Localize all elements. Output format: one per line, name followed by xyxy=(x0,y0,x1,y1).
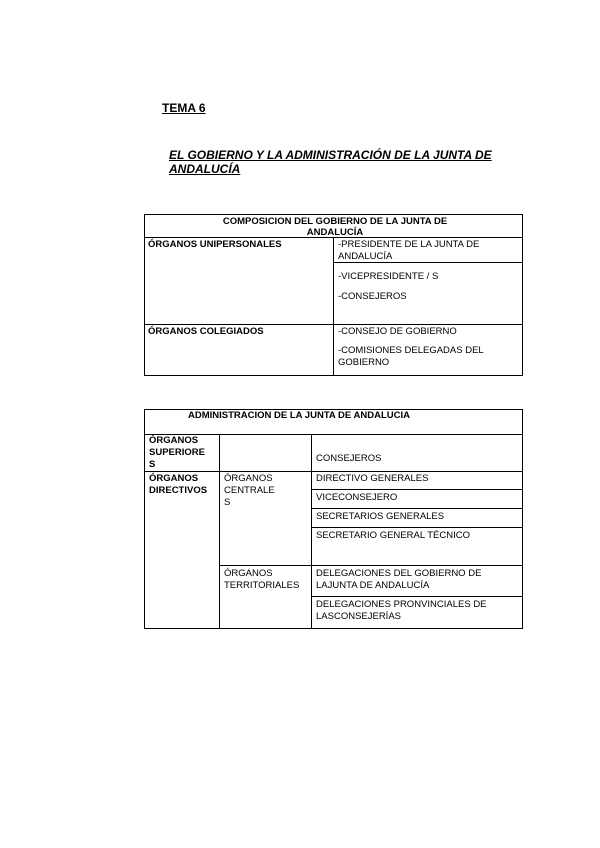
table1-row1-item: -VICEPRESIDENTE / S xyxy=(338,271,439,282)
table1-header: COMPOSICION DEL GOBIERNO DE LA JUNTA DE ANDALUCÍA xyxy=(222,216,448,238)
table1-row1-item: -CONSEJEROS xyxy=(338,291,407,302)
table1-row2-item: -CONSEJO DE GOBIERNO xyxy=(338,326,457,337)
table2-centrales-label: ÓRGANOS CENTRALES xyxy=(224,473,275,508)
table2-centrales-item: SECRETARIO GENERAL TÉCNICO xyxy=(316,530,470,541)
table2-centrales-item: SECRETARIOS GENERALES xyxy=(316,511,445,522)
table1-row1-item: -PRESIDENTE DE LA JUNTA DE ANDALUCÍA xyxy=(338,239,480,262)
table2-territoriales-item: DELEGACIONES DEL GOBIERNO DE LAJUNTA DE ANDALUCÍA xyxy=(316,568,482,591)
heading: TEMA 6 xyxy=(162,101,206,115)
table2-territoriales-label: ÓRGANOS TERRITORIALES xyxy=(224,568,300,591)
table2-territoriales-item: DELEGACIONES PRONVINCIALES DE LASCONSEJERÍAS xyxy=(316,599,487,622)
table1-row2-item: -COMISIONES DELEGADAS DEL GOBIERNO xyxy=(338,345,484,368)
table2-superiores-label: ÓRGANOS SUPERIORES xyxy=(149,435,205,470)
table2-directivos-label: ÓRGANOS DIRECTIVOS xyxy=(149,473,208,496)
table2-superiores-value: CONSEJEROS xyxy=(316,453,382,464)
table1-row1-label: ÓRGANOS UNIPERSONALES xyxy=(148,239,282,250)
document-subtitle: EL GOBIERNO Y LA ADMINISTRACIÓN DE LA JUNTA DE ANDALUCÍA xyxy=(169,148,492,176)
table1-row2-label: ÓRGANOS COLEGIADOS xyxy=(148,326,264,337)
table2-centrales-item: DIRECTIVO GENERALES xyxy=(316,473,429,484)
table2-centrales-item: VICECONSEJERO xyxy=(316,492,398,503)
table2-header: ADMINISTRACION DE LA JUNTA DE ANDALUCIA xyxy=(188,410,411,421)
